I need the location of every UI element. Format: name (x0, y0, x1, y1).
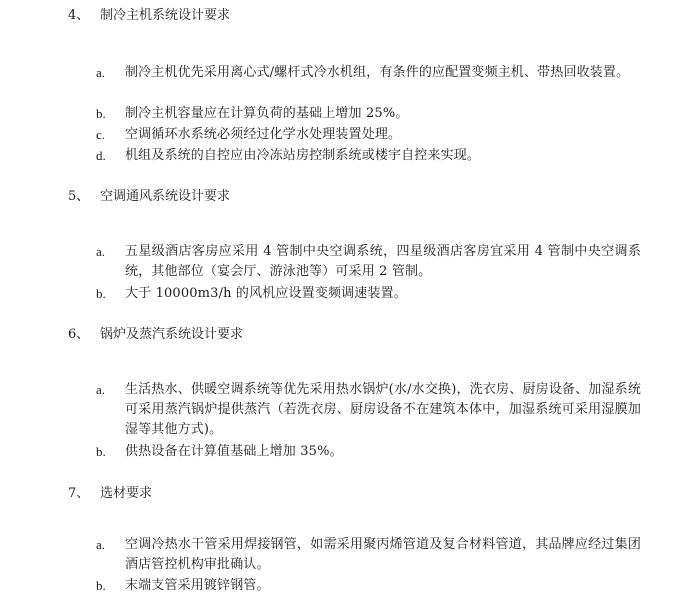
section-number: 4、 (68, 8, 90, 23)
list-item-text: 机组及系统的自控应由冷冻站房控制系统或楼宇自控来实现。 (125, 148, 481, 163)
section-title: 制冷主机系统设计要求 (100, 8, 231, 23)
list-item-text: 空调冷热水干管采用焊接钢管，如需采用聚丙烯管道及复合材料管道，其品牌应经过集团酒店管控机构审批确认。 (125, 537, 641, 572)
section-heading-7 (68, 484, 152, 504)
section-number: 7、 (68, 486, 90, 501)
list-marker: a. (96, 65, 106, 80)
list-item-text: 空调循环水系统必须经过化学水处理装置处理。 (125, 127, 402, 142)
list-item-text: 生活热水、供暖空调系统等优先采用热水锅炉(水/水交换)，洗衣房、厨房设备、加湿系统可采用蒸汽锅炉提供蒸汽（若洗衣房、厨房设备不在建筑本体中，加湿系统可采用湿膜加湿等其他方式)。 (125, 382, 641, 437)
section-heading-5 (68, 187, 230, 207)
list-item-text: 制冷主机优先采用离心式/螺杆式冷水机组，有条件的应配置变频主机、带热回收装置。 (125, 65, 630, 80)
list-item-text: 末端支管采用镀锌钢管。 (125, 578, 270, 593)
list-item-text: 大于 10000m3/h 的风机应设置变频调速装置。 (125, 286, 407, 301)
list-marker: c. (96, 127, 106, 142)
list-marker: d. (96, 148, 106, 163)
list-marker: b. (96, 286, 106, 301)
list-marker: b. (96, 578, 106, 593)
list-item-text: 五星级酒店客房应采用 4 管制中央空调系统，四星级酒店客房宜采用 4 管制中央空调系统，其他部位（宴会厅、游泳池等）可采用 2 管制。 (125, 244, 641, 279)
list-item-text: 供热设备在计算值基础上增加 35%。 (125, 444, 343, 459)
list-item-text: 制冷主机容量应在计算负荷的基础上增加 25%。 (125, 106, 409, 121)
section-title: 选材要求 (100, 486, 153, 501)
list-marker: a. (96, 382, 106, 397)
list-marker: b. (96, 444, 106, 459)
section-heading-6 (68, 325, 243, 345)
list-marker: a. (96, 244, 106, 259)
section-title: 锅炉及蒸汽系统设计要求 (100, 327, 244, 342)
section-number: 6、 (68, 327, 90, 342)
section-title: 空调通风系统设计要求 (100, 189, 231, 204)
section-heading-4 (68, 6, 230, 26)
list-marker: b. (96, 106, 106, 121)
list-marker: a. (96, 537, 106, 552)
section-number: 5、 (68, 189, 90, 204)
